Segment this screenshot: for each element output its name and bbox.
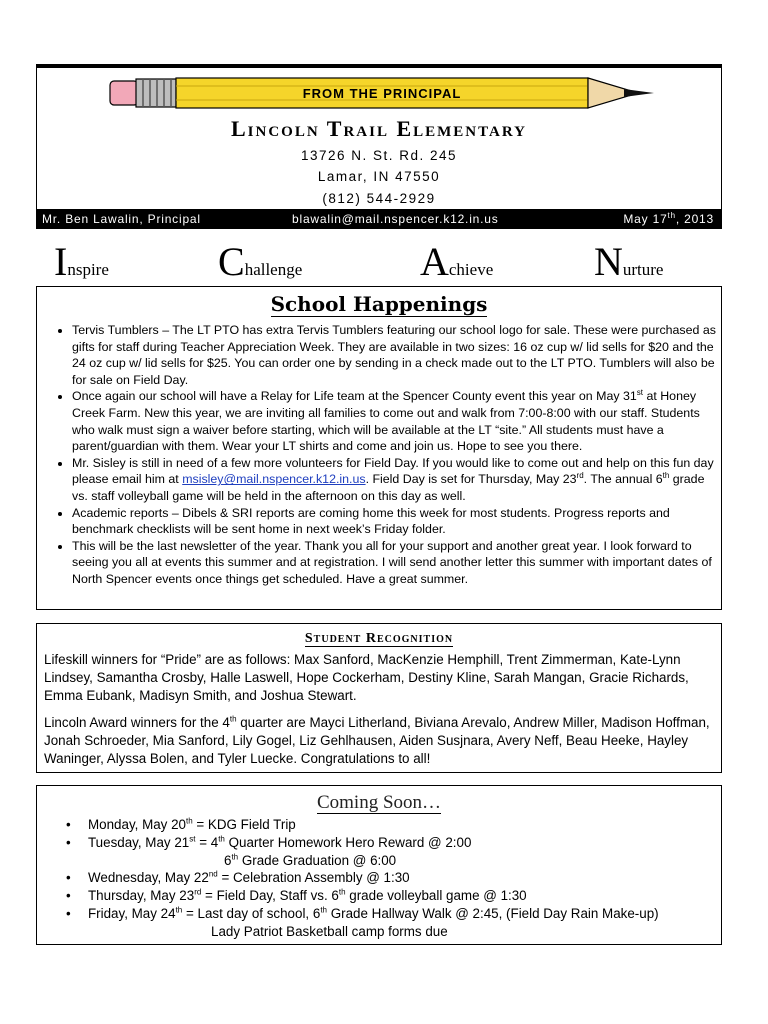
student-recognition-title: Student Recognition — [304, 631, 454, 646]
motto-nurture: Nurture — [594, 239, 664, 284]
address-city: Lamar, IN 47550 — [317, 169, 441, 184]
school-happenings-title: School Happenings — [270, 292, 488, 316]
event-row-continued: 6th Grade Graduation @ 6:00 — [224, 852, 397, 868]
pencil-eraser — [110, 81, 138, 105]
principal-email[interactable]: blawalin@mail.nspencer.k12.in.us — [292, 212, 499, 226]
pencil-ferrule — [136, 79, 176, 107]
sisley-email-link[interactable]: msisley@mail.nspencer.k12.in.us — [182, 472, 366, 487]
pencil-lead — [624, 89, 654, 97]
motto-challenge: Challenge — [218, 239, 303, 284]
motto-achieve: Achieve — [420, 239, 494, 284]
list-item: • This will be the last newsletter of the year. Thank you all for your support and another great year. I look forward to seeing you all at events this summer and at registration. I will send another letter this summer with important dates of North Spencer events once things get scheduled. Have a great summer. — [72, 538, 716, 588]
lifeskill-winners: Lifeskill winners for “Pride” are as follows: Max Sanford, MacKenzie Hemphill, Trent Zimmerman, Kate-Lynn Lindsey, Samantha Crosby, Halle Laswell, Hope Cockerham, Destiny Kline, Sarah Mangan, Gracie Richards, Emma Eubank, Madisyn Smith, and Joshua Stewart. — [44, 652, 689, 703]
phone-number: (812) 544-2929 — [322, 191, 436, 206]
address-street: 13726 N. St. Rd. 245 — [300, 148, 458, 163]
list-item: • Academic reports – Dibels & SRI reports are coming home this week for most students. Progress reports and benchmark checklists will be sent home in next week’s Friday folder. — [72, 505, 716, 538]
list-item: • Mr. Sisley is still in need of a few more volunteers for Field Day. If you would like to come out and help on this fun day please email him at msisley@mail.nspencer.k12.in.us. Field Day is set for Thursday, May 23rd. The annual 6th grade vs. staff volleyball game will be held in the afternoon on this day as well. — [72, 455, 716, 505]
coming-soon-title: Coming Soon… — [316, 792, 442, 813]
newsletter-date: May 17th, 2013 — [623, 211, 714, 226]
principal-name: Mr. Ben Lawalin, Principal — [42, 212, 201, 226]
pencil-banner — [108, 76, 656, 110]
school-name: Lincoln Trail Elementary — [230, 116, 527, 141]
list-item: • Tervis Tumblers – The LT PTO has extra Tervis Tumblers featuring our school logo for sale. These were purchased as gifts for staff during Teacher Appreciation Week. They are available in two sizes: 16 oz cup w/ lid sells for $20 and the 24 oz cup w/ lid sells for $25. You can order one by sending in a check made out to the LT PTO. Tumblers will also be for sale on Field Day. — [72, 322, 716, 388]
banner-text: FROM THE PRINCIPAL — [302, 86, 462, 101]
list-item: • Once again our school will have a Relay for Life team at the Spencer County event this year on May 31st at Honey Creek Farm. New this year, we are inviting all families to come out and walk from 7:00-8:00 with our staff. Students who walk must sign a waiver before starting, which will be available at the LT “site.” All students must have a parent/guardian with them. Wear your LT shirts and come and join us. Hope to see you there. — [72, 388, 716, 454]
info-band — [36, 209, 722, 229]
lincoln-award-winners: Lincoln Award winners for the 4th quarter are Mayci Litherland, Biviana Arevalo, Andrew Miller, Madison Hoffman, Jonah Schroeder, Mia Sanford, Lily Gogel, Liz Gehlhausen, Aiden Susjnara, Avery Neff, Beau Heeke, Hayley Waninger, Alyssa Bolen, and Tyler Luecke. Congratulations to all! — [44, 714, 710, 766]
motto-inspire: Inspire — [54, 239, 109, 284]
school-happenings-list — [42, 322, 716, 588]
event-row-continued: Lady Patriot Basketball camp forms due — [211, 924, 448, 939]
